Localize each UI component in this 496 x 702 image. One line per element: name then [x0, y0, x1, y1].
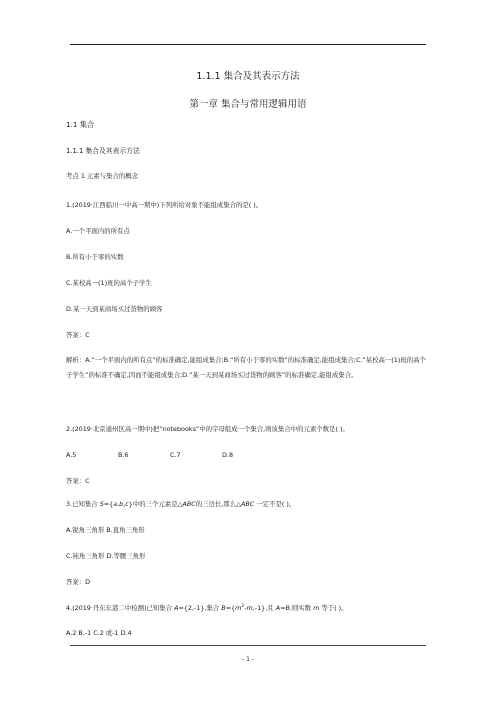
question-2-answer: 答案：C — [66, 477, 90, 485]
question-2-option-d: D.8 — [222, 451, 234, 459]
question-2-options — [66, 451, 233, 459]
question-3-options-row-1: A.锐角三角形 B.直角三角形 — [66, 526, 145, 534]
question-3-answer: 答案：D — [66, 578, 91, 586]
question-2-stem: 2.(2019·北京通州区高一期中)把“notebooks”中的字母组成一个集合,则该集合中的元素个数是( )。 — [66, 425, 349, 433]
chapter-title: 第一章 集合与常用逻辑用语 — [189, 99, 307, 110]
question-1-option-d: D.某一天到某商场买过货物的顾客 — [66, 305, 163, 313]
subsection-heading: 1.1.1 集合及其表示方法 — [66, 147, 140, 155]
question-2-option-b: B.6 — [118, 451, 129, 459]
question-4-stem: 4.(2019·丹东东港二中检测)已知集合 A={2,-1},集合 $B=\{m^2-m,-1\}$,且 A=B,则实数 m 等于( )。 — [66, 604, 348, 613]
knowledge-point-heading: 考点 1 元素与集合的概念 — [66, 172, 139, 180]
question-1-option-b: B.所有小于零的实数 — [66, 253, 124, 261]
section-heading: 1.1 集合 — [66, 120, 95, 129]
footer-rule — [70, 645, 426, 646]
question-2-option-a: A.5 — [66, 451, 77, 459]
document-title: 1.1.1 集合及其表示方法 — [196, 71, 300, 82]
question-3-stem: 3.已知集合 S={a,b,c}中的三个元素是△ABC的三边长,那么△ABC 一定不是( )。 — [66, 500, 296, 508]
page-number: - 1 - — [242, 656, 254, 663]
question-3-options-row-2: C.钝角三角形 D.等腰三角形 — [66, 552, 146, 560]
question-1-answer: 答案：C — [66, 331, 90, 339]
question-1-option-c: C.某校高一(1)班的高个子学生 — [66, 279, 152, 287]
header-rule — [70, 44, 426, 45]
question-1-analysis: 解析：A.“一个平面内的所有点”的标准确定,能组成集合;B.“所有小于零的实数”的标准确定,能组成集合;C.“某校高一(1)班的高个子学生”的标准不确定,因而不能组成集合;D.“某一天到某商场买过货物的顾客”的标准确定,能组成集合。 — [66, 356, 426, 379]
question-2-option-c: C.7 — [170, 451, 181, 459]
question-1-stem: 1.(2019·江西临川一中高一期中)下列所给对象不能组成集合的是( )。 — [66, 201, 263, 209]
question-4-options: A.2 B.-1 C.2 或-1 D.4 — [66, 629, 132, 637]
question-1-option-a: A.一个平面内的所有点 — [66, 227, 130, 235]
